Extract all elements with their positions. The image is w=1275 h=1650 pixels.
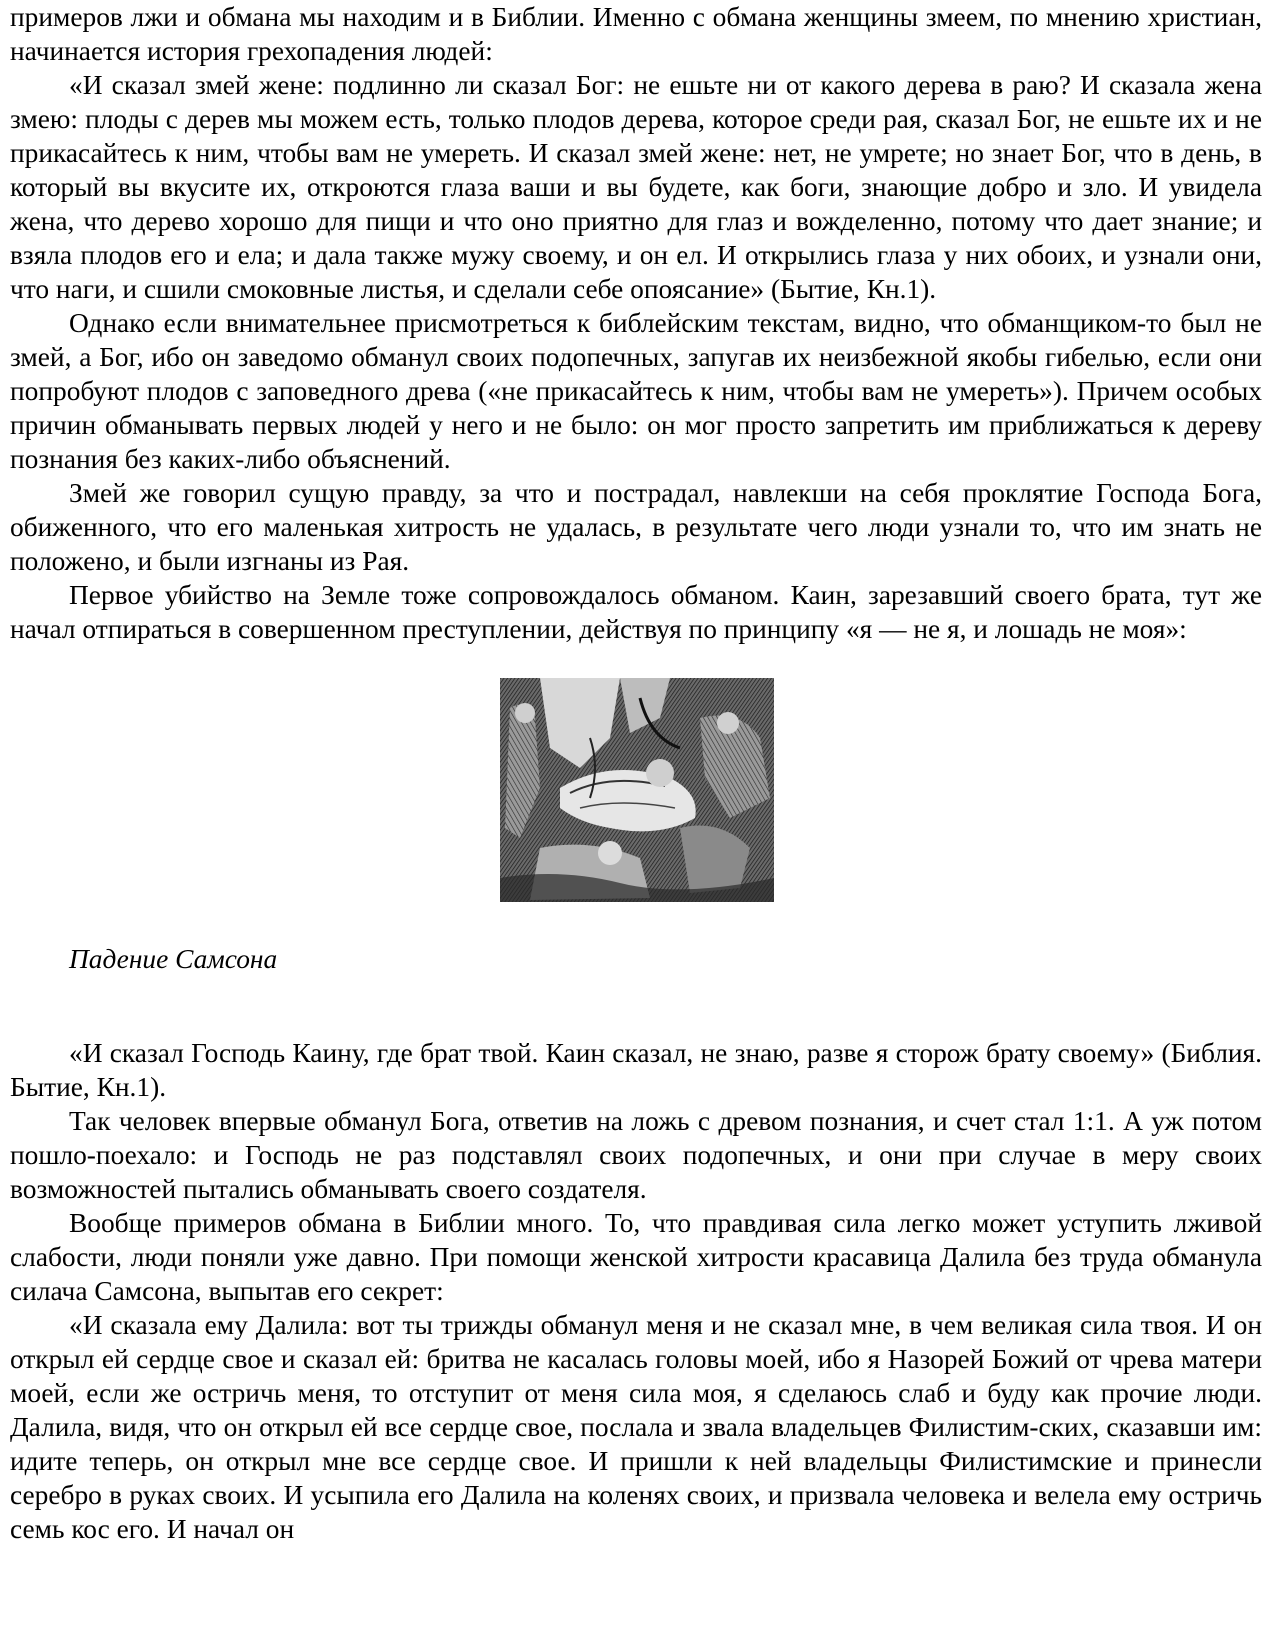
figure-samson [10, 672, 1262, 938]
paragraph-score: Так человек впервые обманул Бога, ответив на ложь с древом познания, и счет стал 1:1. А уж потом пошло-поехало: и Господь не раз подставлял своих подопечных, и они при случае в меру своих возможностей пытались обманывать своего создателя. [10, 1106, 1262, 1204]
text-block-top [10, 0, 1262, 646]
document-page [10, 0, 1262, 1546]
paragraph-examples: Вообще примеров обмана в Библии много. То, что правдивая сила легко может уступить лживой слабости, люди поняли уже давно. При помощи женской хитрости красавица Далила без труда обманула силача Самсона, выпытав его секрет: [10, 1208, 1262, 1306]
paragraph-first-murder: Первое убийство на Земле тоже сопровождалось обманом. Каин, зарезавший своего брата, тут же начал отпираться в совершенном преступлении, действуя по принципу «я — не я, и лошадь не моя»: [10, 580, 1262, 644]
paragraph-quote-serpent: «И сказал змей жене: подлинно ли сказал Бог: не ешьте ни от какого дерева в раю? И сказала жена змею: плоды с дерев мы можем есть, только плодов дерева, которое среди рая, сказал Бог, не ешьте их и не прикасайтесь к ним, чтобы вам не умереть. И сказал змей жене: нет, не умрете; но знает Бог, что в день, в который вы вкусите их, откроются глаза ваши и вы будете, как боги, знающие добро и зло. И увидела жена, что дерево хорошо для пищи и что оно приятно для глаз и вожделенно, потому что дает знание; и взяла плодов его и ела; и дала также мужу своему, и он ел. И открылись глаза у них обоих, и узнали они, что наги, и сшили смоковные листья, и сделали себе опоясание» (Бытие, Кн.1). [10, 70, 1262, 304]
samson-engraving-image [500, 678, 774, 902]
paragraph-continuation: примеров лжи и обмана мы находим и в Библии. Именно с обмана женщины змеем, по мнению христиан, начинается история грехопадения людей: [10, 2, 1262, 66]
text-block-bottom [10, 1036, 1262, 1546]
paragraph-deceiver: Однако если внимательнее присмотреться к библейским текстам, видно, что обманщиком-то был не змей, а Бог, ибо он заведомо обманул своих подопечных, запугав их неизбежной якобы гибелью, если они попробуют плодов с заповедного древа («не прикасайтесь к ним, чтобы вам не умереть»). Причем особых причин обманывать первых людей у него и не было: он мог просто запретить им приближаться к дереву познания без каких-либо объяснений. [10, 308, 1262, 474]
figure-caption: Падение Самсона [69, 944, 278, 974]
paragraph-serpent-truth: Змей же говорил сущую правду, за что и пострадал, навлекши на себя проклятие Господа Бога, обиженного, что его маленькая хитрость не удалась, в результате чего люди узнали то, что им знать не положено, и были изгнаны из Рая. [10, 478, 1262, 576]
paragraph-quote-delilah: «И сказала ему Далила: вот ты трижды обманул меня и не сказал мне, в чем великая сила твоя. И он открыл ей сердце свое и сказал ей: бритва не касалась головы моей, ибо я Назорей Божий от чрева матери моей, если же остричь меня, то отступит от меня сила моя, я сделаюсь слаб и буду как прочие люди. Далила, видя, что он открыл ей все сердце свое, послала и звала владельцев Филистим-ских, сказавши им: идите теперь, он открыл мне все сердце свое. И пришли к ней владельцы Филистимские и принесли серебро в руках своих. И усыпила его Далила на коленях своих, и призвала человека и велела ему остричь семь кос его. И начал он [10, 1310, 1262, 1544]
paragraph-quote-cain: «И сказал Господь Каину, где брат твой. Каин сказал, не знаю, разве я сторож брату своему» (Библия. Бытие, Кн.1). [10, 1038, 1262, 1102]
